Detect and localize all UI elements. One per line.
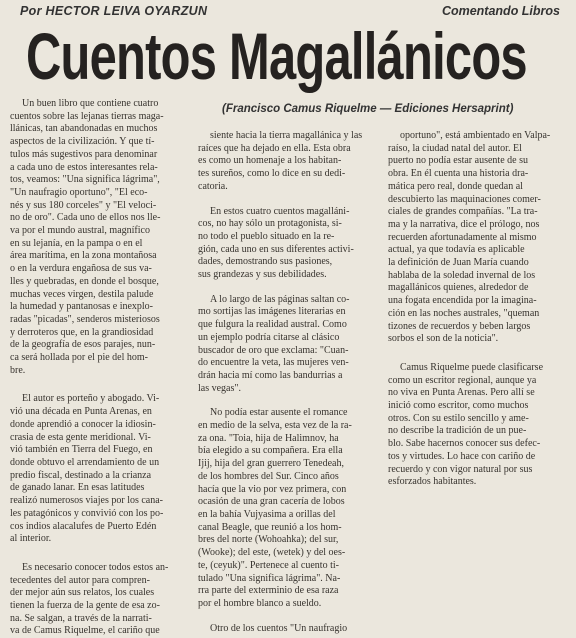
paragraph: Es necesario conocer todos estos an- tecedentes del autor para compren- der mejor aún sus relatos, los cuales tienen la fuerza de la gente de esa zo- na. Se salgan, a través de la narrati- va de Camus Riquelme, el cariño que (10, 561, 169, 637)
paragraph: No podía estar ausente el romance en medio de la selva, esta vez de la ra- za ona. "Toia, hija de Halimnov, ha bía elegido a su compañera. Era ella Ijij, hija del gran guerrero Tenedeah, de los hombres del Sur. Cinco años hacía que la vio por vez primera, con ocasión de una gran cacería de lobos en la bahía Vujyasima a orillas del canal Beagle, que reunió a los hom- bres del norte (Wohoahka); del sur, (Wooke); del este, (wetek) y del oes- te, (ceyuk)". Pertenece al cuento ti- tulado "Una significa lágrima". Na- rra parte del exterminio de esa raza por el hombre blanco a sueldo. (198, 407, 352, 609)
paragraph: siente hacia la tierra magallánica y las raíces que ha dejado en ella. Esta obra es como un homenaje a los habitan- tes sureños, como lo dice en su dedi- catoria. (198, 130, 363, 192)
paragraph: En estos cuatro cuentos magalláni- cos, no hay sólo un protagonista, si- no todo el pueblo situado en la re- gión, cada uno en sus diferentes activi- dades, demostrando sus pasiones, sus grandezas y sus debilidades. (198, 205, 354, 281)
paragraph: Un buen libro que contiene cuatro cuentos sobre las lejanas tierras maga- llánicas, tan abandonadas en muchos aspectos de la civilización. Y que tí- tulos más sugestivos para denominar a cada uno de estos interesantes rela- tos, veamos: "Una significa lágrima", "Un naufragio oportuno", "El eco- nés y sus 180 corceles" y "El veloci- no de oro". Cada uno de ellos nos lle- va por el mundo austral, magnífico en su lejanía, en la pampa o en el área marítima, en la zona montañosa o en la verdura engañosa de sus va- lles y quebradas, en donde el bosque, muchas veces virgen, destila palude la humedad y pantanosas e inexplo- radas "picadas", senderos misteriosos y derroteros que, en la grandiosidad de la geografía de esos parajes, nun- ca será hollada por el pie del hom- bre. (10, 98, 164, 376)
section-label: Comentando Libros (441, 4, 560, 18)
paragraph: Otro de los cuentos "Un naufragio (210, 622, 348, 634)
article-subtitle: (Francisco Camus Riquelme — Ediciones Hersaprint) (222, 103, 514, 115)
author-byline: Por HECTOR LEIVA OYARZUN (20, 4, 208, 18)
text-column-1 (10, 98, 183, 638)
text-column-2 (198, 130, 370, 635)
paragraph: A lo largo de las páginas saltan co- mo sortijas las imágenes literarias en que fulgura la realidad austral. Como un ejemplo podría citarse al clásico buscador de oro que exclama: "Cuan- do encuentre la veta, las mujeres ven- drán hacia mí como las bandurrias a las vegas". (198, 293, 350, 394)
article-title: Cuentos Magallánicos (26, 19, 527, 93)
paragraph: El autor es porteño y abogado. Vi- vió una década en Punta Arenas, en donde aprendió a conocer la idiosin- crasia de esta gente meridional. Vi- vió también en Tierra del Fuego, en donde obtuvo el arrendamiento de un predio fiscal, destinado a la crianza de ganado lanar. En esas latitudes realizó numerosos viajes por los cana- les patagónicos y convivió con los po- cos indios alacalufes de Puerto Edén al interior. (10, 393, 164, 545)
paragraph: oportuno", está ambientado en Valpa- raíso, la ciudad natal del autor. El puerto no podía estar ausente de su obra. En él cuenta una historia dra- mática pero real, donde quedan al descubierto las maquinaciones comer- ciales de grandes compañías. "La tra- ma y la narrativa, dice el prólogo, nos recuerden afortunadamente al mismo actual, ya que todavía es aplicable la definición de Juan María cuando hablaba de la soledad invernal de los magallánicos quienes, alrededor de una fogata encendida por la imagina- ción en las noches australes, "queman tizones de recuerdos y beben largos sorbos el son de la noticia". (388, 130, 551, 345)
text-column-3 (388, 130, 565, 489)
paragraph: Camus Riquelme puede clasificarse como un escritor regional, aunque ya no viva en Punta Arenas. Pero allí se inició como escritor, como muchos otros. Con su estilo sencillo y ame- no describe la tradición de un pue- blo. Sabe hacernos conocer sus defec- tos y virtudes. Lo hace con cariño de recuerdo y con vigor natural por sus esforzados habitantes. (388, 361, 544, 488)
